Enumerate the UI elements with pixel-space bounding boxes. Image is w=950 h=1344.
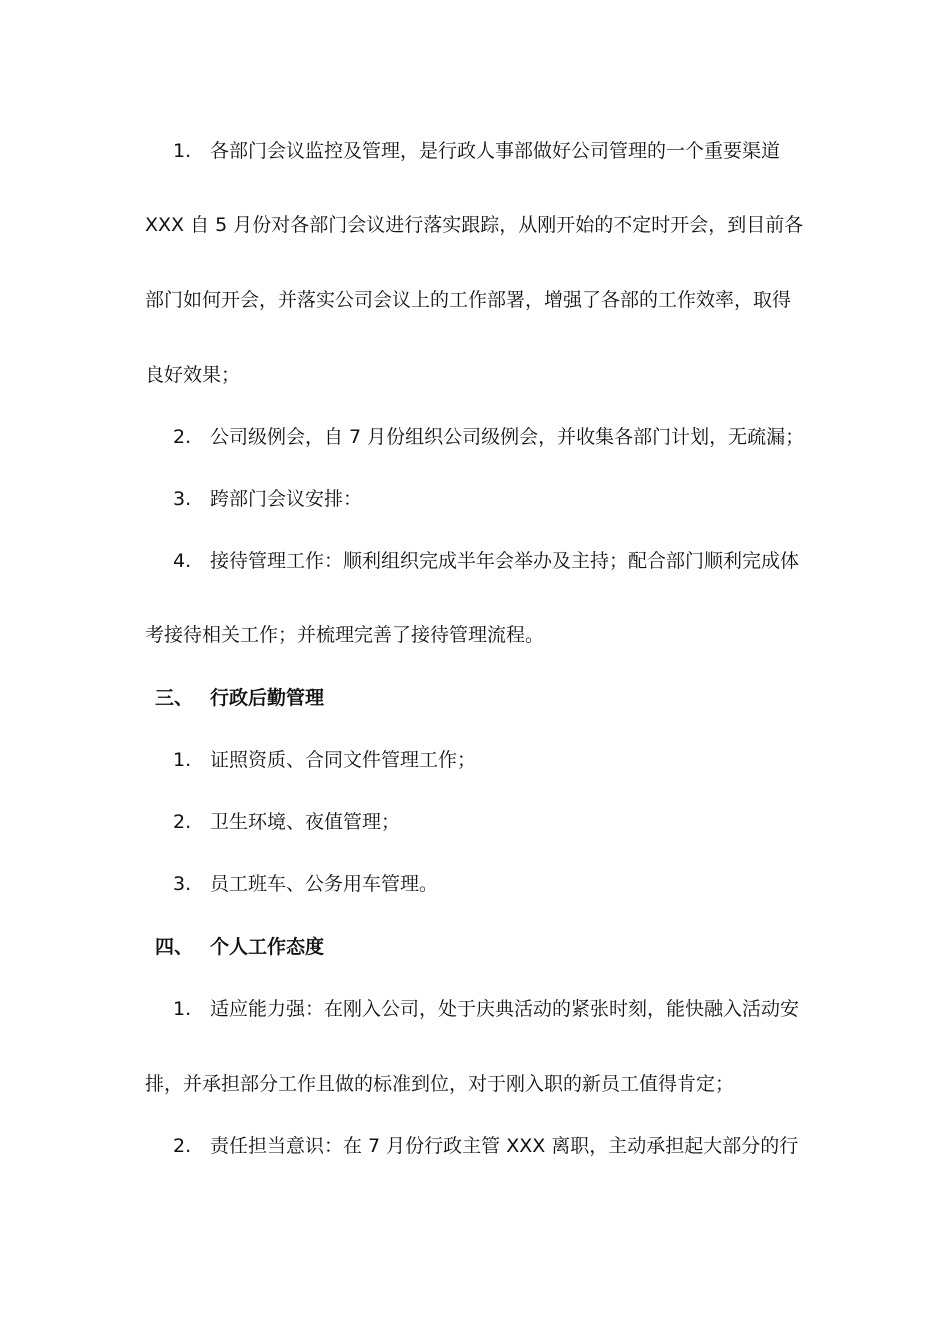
section-title: 行政后勤管理 [210,687,325,709]
item-number: 2. [173,1135,192,1157]
paragraph-line: XXX 自 5 月份对各部门会议进行落实跟踪，从刚开始的不定时开会，到目前各 [145,214,804,236]
item-text: 员工班车、公务用车管理。 [210,873,439,895]
item-text: 各部门会议监控及管理，是行政人事部做好公司管理的一个重要渠道 [210,140,781,162]
item-number: 2. [173,811,192,833]
item-text: 接待管理工作：顺利组织完成半年会举办及主持；配合部门顺利完成体 [210,550,800,572]
item-number: 4. [173,550,192,572]
item-text: 适应能力强：在刚入公司，处于庆典活动的紧张时刻，能快融入活动安 [210,998,800,1020]
section-number: 三、 [155,687,194,709]
item-text: 证照资质、合同文件管理工作； [210,749,477,771]
item-text: 公司级例会，自 7 月份组织公司级例会，并收集各部门计划，无疏漏； [210,426,805,448]
item-number: 3. [173,873,192,895]
item-number: 1. [173,749,192,771]
item-text: 责任担当意识：在 7 月份行政主管 XXX 离职，主动承担起大部分的行 [210,1135,799,1157]
section-title: 个人工作态度 [210,936,325,958]
item-text: 卫生环境、夜值管理； [210,811,401,833]
paragraph-line: 良好效果； [145,364,241,386]
paragraph-line: 排，并承担部分工作且做的标准到位，对于刚入职的新员工值得肯定； [145,1073,735,1095]
paragraph-line: 部门如何开会，并落实公司会议上的工作部署，增强了各部的工作效率，取得 [145,289,792,311]
item-text: 跨部门会议安排： [210,488,363,510]
item-number: 2. [173,426,192,448]
item-number: 1. [173,140,192,162]
item-number: 1. [173,998,192,1020]
item-number: 3. [173,488,192,510]
paragraph-line: 考接待相关工作；并梳理完善了接待管理流程。 [145,624,545,646]
section-number: 四、 [155,936,194,958]
